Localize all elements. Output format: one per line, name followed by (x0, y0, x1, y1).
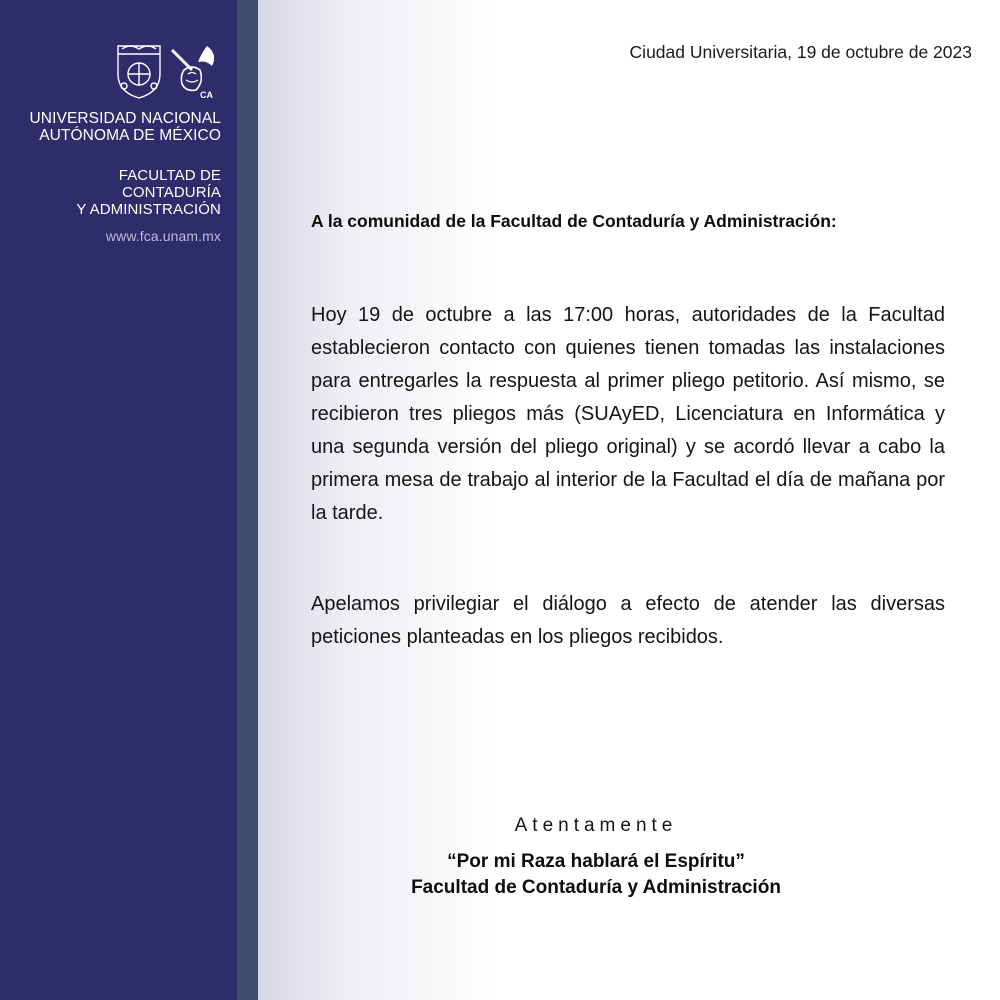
letter-date: Ciudad Universitaria, 19 de octubre de 2023 (629, 42, 972, 62)
letter-signature: Facultad de Contaduría y Administración (411, 877, 781, 898)
letter-closing: Atentamente (514, 815, 678, 836)
university-line-1: UNIVERSIDAD NACIONAL (29, 110, 221, 127)
website-link[interactable]: www.fca.unam.mx (105, 228, 221, 244)
letter-salutation: A la comunidad de la Facultad de Contaduría y Administración: (311, 211, 837, 231)
letter-paragraph-2: Apelamos privilegiar el diálogo a efecto de atender las diversas peticiones planteadas en los pliegos recibidos. (311, 593, 945, 648)
faculty-name (76, 167, 221, 218)
letter-paragraph-1: Hoy 19 de octubre a las 17:00 horas, autoridades de la Facultad establecieron contacto con quienes tienen tomadas las instalaciones para entregarles la respuesta al primer pliego petitorio. Así mismo, se recibieron tres pliegos más (SUAyED, Licenciatura en Informática y una segunda versión del pliego original) y se acordó llevar a cabo la primera mesa de trabajo al interior de la Facultad el día de mañana por la tarde. (311, 304, 945, 524)
logo-initials: CA (200, 90, 213, 100)
sidebar (0, 0, 237, 1000)
university-line-2: AUTÓNOMA DE MÉXICO (39, 127, 221, 144)
faculty-line-3: Y ADMINISTRACIÓN (76, 201, 221, 218)
fca-emblem-icon (172, 46, 214, 100)
university-name (30, 110, 221, 144)
faculty-line-1: FACULTAD DE (118, 167, 221, 184)
university-motto: “Por mi Raza hablará el Espíritu” (447, 851, 745, 872)
faculty-line-2: CONTADURÍA (121, 184, 221, 201)
unam-shield-icon (118, 46, 160, 98)
sidebar-stripe (237, 0, 258, 1000)
logos (112, 40, 224, 102)
